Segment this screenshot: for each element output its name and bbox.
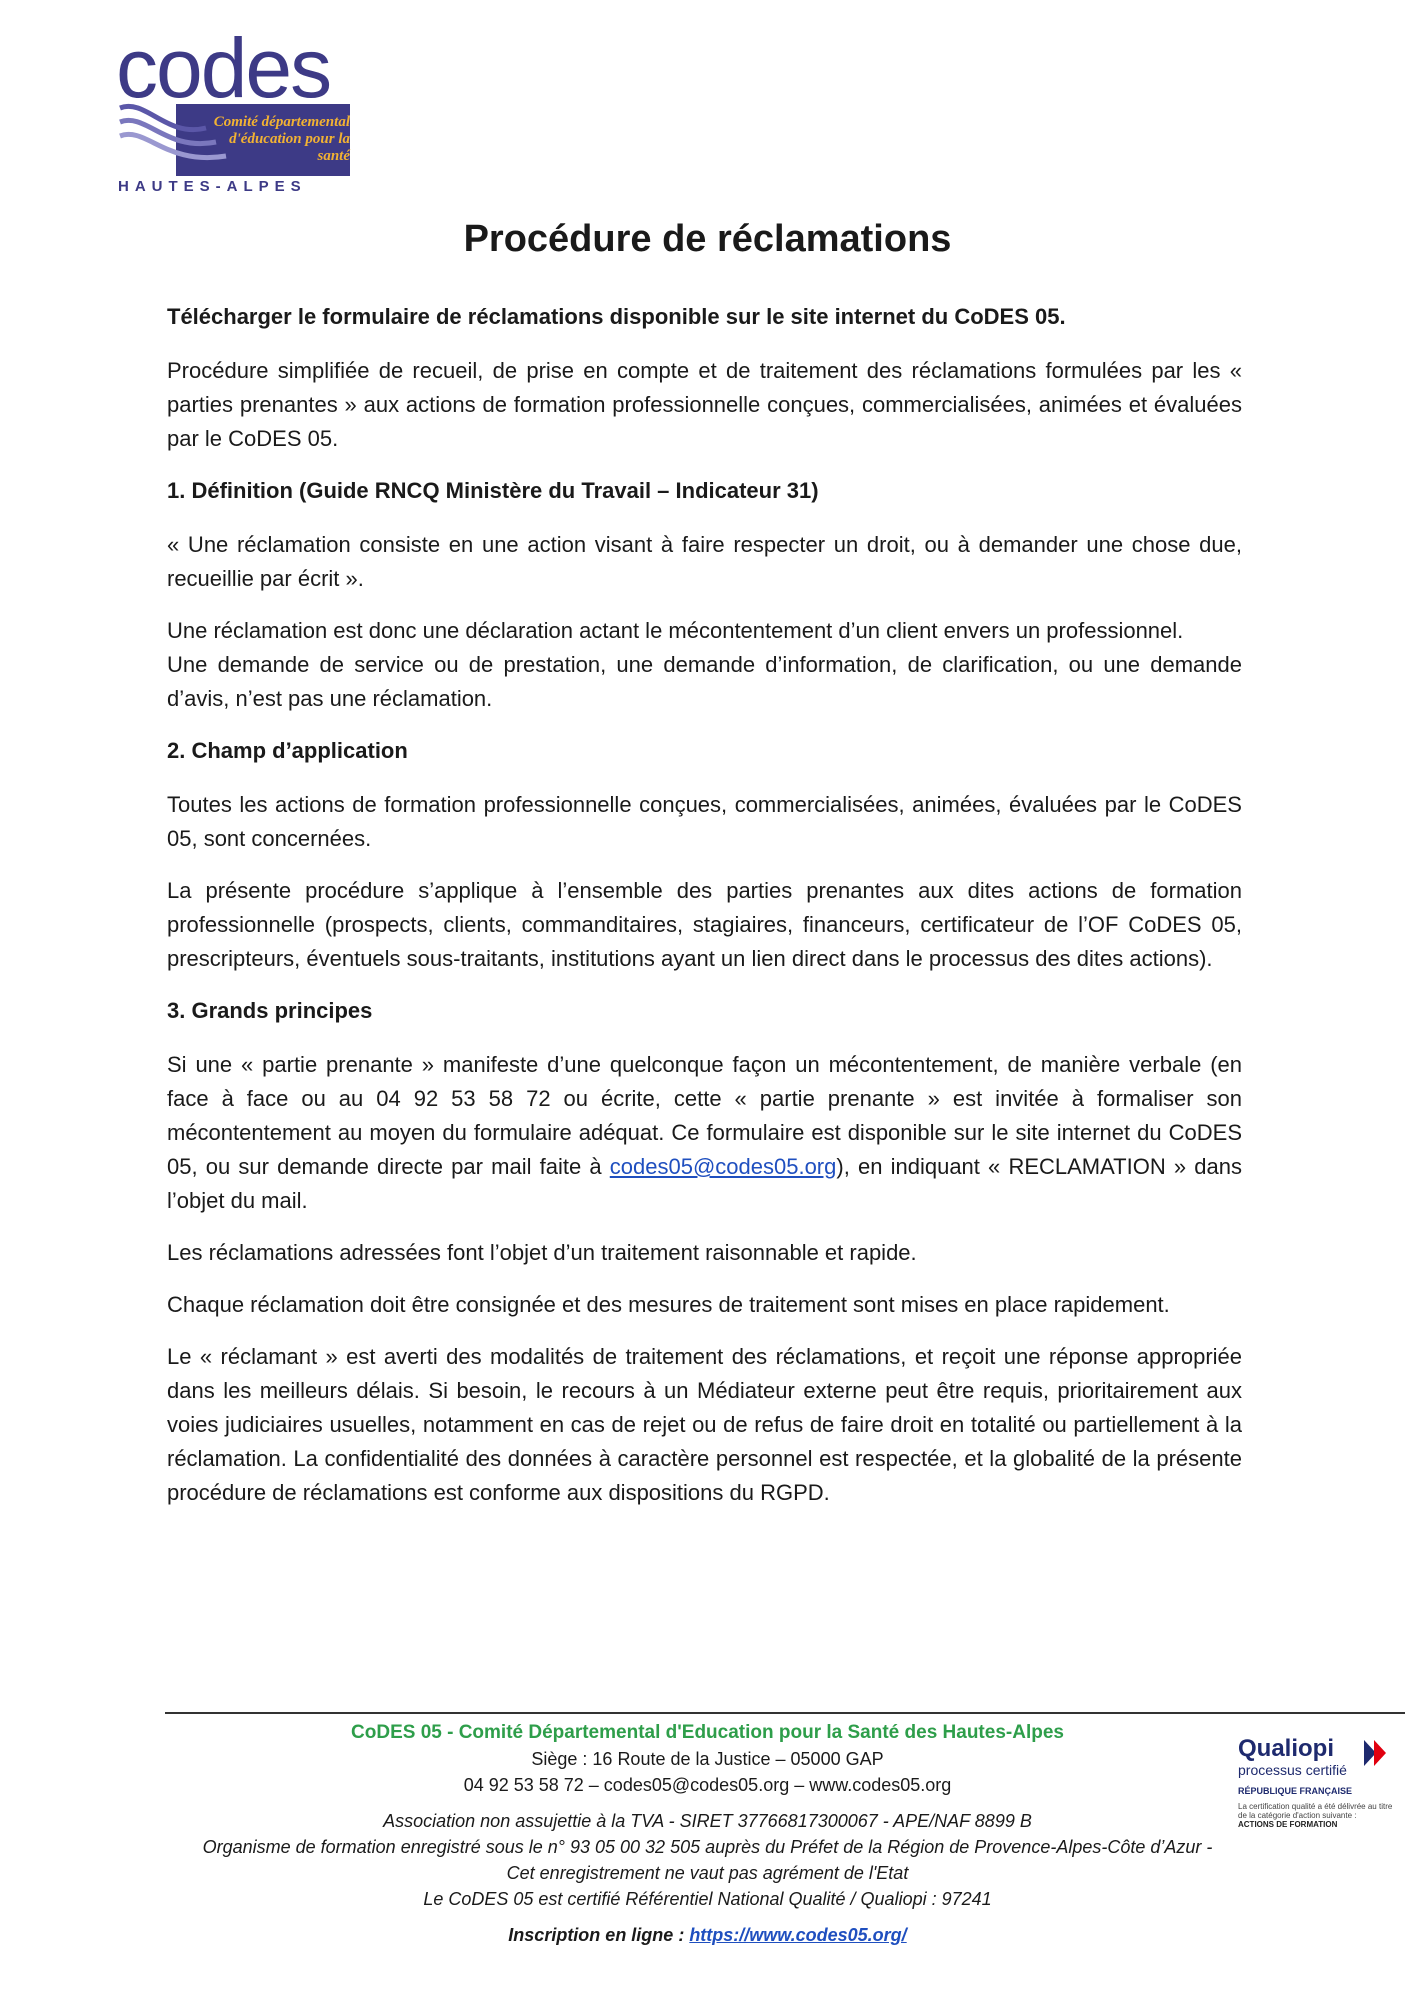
- logo-tagline-line-1: Comité départemental: [213, 114, 350, 130]
- section-3-paragraph-1: [167, 1048, 1242, 1218]
- footer-organisme: Organisme de formation enregistré sous le n° 93 05 00 32 505 auprès du Préfet de la Région de Provence-Alpes-Côte d’Azur -: [202, 1837, 1213, 1857]
- section-1-heading: 1. Définition (Guide RNCQ Ministère du Travail – Indicateur 31): [167, 478, 819, 503]
- section-3-text-before-link: Si une « partie prenante » manifeste d’une quelconque façon un mécontentement, de manière verbale (en face à face ou au 04 92 53 58 72 ou écrite, cette « partie prenante » est invitée à formaliser son mécontentement au moyen du formulaire adéquat. Ce formulaire est disponible sur le site internet du CoDES 05, ou sur demande directe par mail faite à: [167, 1052, 1242, 1179]
- email-link[interactable]: codes05@codes05.org: [609, 1154, 837, 1179]
- logo-tagline-line-2: d'éducation pour la santé: [229, 131, 350, 164]
- qualiopi-arrows-icon: [1362, 1738, 1394, 1768]
- section-2-paragraph-2: La présente procédure s’applique à l’ensemble des parties prenantes aux dites actions de formation professionnelle (prospects, clients, commanditaires, stagiaires, financeurs, certificateur de l’OF CoDES 05, prescripteurs, éventuels sous-traitants, institutions ayant un lien direct dans le processus des dites actions).: [167, 878, 1242, 971]
- footer-association: Association non assujettie à la TVA - SIRET 37766817300067 - APE/NAF 8899 B: [383, 1811, 1032, 1831]
- page-footer: [0, 1720, 1415, 1948]
- page-title: Procédure de réclamations: [463, 218, 952, 260]
- section-3-paragraph-3: Chaque réclamation doit être consignée et des mesures de traitement sont mises en place rapidement.: [167, 1292, 1170, 1317]
- intro-download-note: Télécharger le formulaire de réclamations disponible sur le site internet du CoDES 05.: [167, 304, 1066, 329]
- footer-agrement: Cet enregistrement ne vaut pas agrément de l'Etat: [506, 1863, 909, 1883]
- section-3-text-after-link: ), en indiquant « RECLAMATION » dans l’objet du mail.: [167, 1154, 1242, 1213]
- qualiopi-cert-text: La certification qualité a été délivrée au titre de la catégorie d'action suivante :: [1238, 1802, 1393, 1820]
- inscription-link[interactable]: https://www.codes05.org/: [689, 1925, 907, 1945]
- footer-contact: 04 92 53 58 72 – codes05@codes05.org – www.codes05.org: [463, 1775, 952, 1795]
- section-3-heading: 3. Grands principes: [167, 998, 373, 1023]
- qualiopi-republique: RÉPUBLIQUE FRANÇAISE: [1238, 1786, 1353, 1796]
- logo-tagline: [194, 114, 350, 165]
- intro-paragraph: Procédure simplifiée de recueil, de prise en compte et de traitement des réclamations formulées par les « parties prenantes » aux actions de formation professionnelle conçues, commercialisées, animées et évaluées par le CoDES 05.: [167, 358, 1242, 451]
- footer-gap: [0, 1798, 1415, 1808]
- qualiopi-actions: ACTIONS DE FORMATION: [1238, 1820, 1338, 1829]
- footer-gap-2: [0, 1912, 1415, 1922]
- section-3-paragraph-2: Les réclamations adressées font l’objet d’un traitement raisonnable et rapide.: [167, 1240, 917, 1265]
- qualiopi-badge: [1238, 1736, 1398, 1832]
- section-2-heading: 2. Champ d’application: [167, 738, 408, 763]
- footer-org-name: CoDES 05 - Comité Départemental d'Education pour la Santé des Hautes-Alpes: [351, 1722, 1064, 1743]
- document-body: [167, 300, 1242, 1528]
- footer-certification: Le CoDES 05 est certifié Référentiel National Qualité / Qualiopi : 97241: [423, 1889, 992, 1909]
- footer-inscription: [0, 1922, 1415, 1948]
- section-1-paragraph-2: Une réclamation est donc une déclaration actant le mécontentement d’un client envers un professionnel.: [167, 618, 1184, 643]
- section-1-quote: « Une réclamation consiste en une action visant à faire respecter un droit, ou à demander une chose due, recueillie par écrit ».: [167, 532, 1242, 591]
- logo-region: HAUTES-ALPES: [118, 178, 307, 195]
- logo-wordmark: codes: [116, 21, 331, 115]
- section-3-paragraph-4: Le « réclamant » est averti des modalités de traitement des réclamations, et reçoit une réponse appropriée dans les meilleurs délais. Si besoin, le recours à un Médiateur externe peut être requis, prioritairement aux voies judiciaires usuelles, notamment en cas de rejet ou de refus de faire droit en totalité ou partiellement à la réclamation. La confidentialité des données à caractère personnel est respectée, et la globalité de la présente procédure de réclamations est conforme aux dispositions du RGPD.: [167, 1344, 1242, 1505]
- codes-logo: [116, 21, 356, 195]
- footer-address: Siège : 16 Route de la Justice – 05000 GAP: [531, 1749, 884, 1769]
- footer-inscription-label: Inscription en ligne :: [508, 1925, 690, 1945]
- qualiopi-name: Qualiopi: [1238, 1735, 1334, 1762]
- section-2-paragraph-1: Toutes les actions de formation professionnelle conçues, commercialisées, animées, évaluées par le CoDES 05, sont concernées.: [167, 792, 1242, 851]
- section-1-paragraph-3: Une demande de service ou de prestation, une demande d’information, de clarification, ou une demande d’avis, n’est pas une réclamation.: [167, 652, 1242, 711]
- qualiopi-subtitle: processus certifié: [1238, 1762, 1347, 1778]
- footer-divider: [165, 1712, 1405, 1714]
